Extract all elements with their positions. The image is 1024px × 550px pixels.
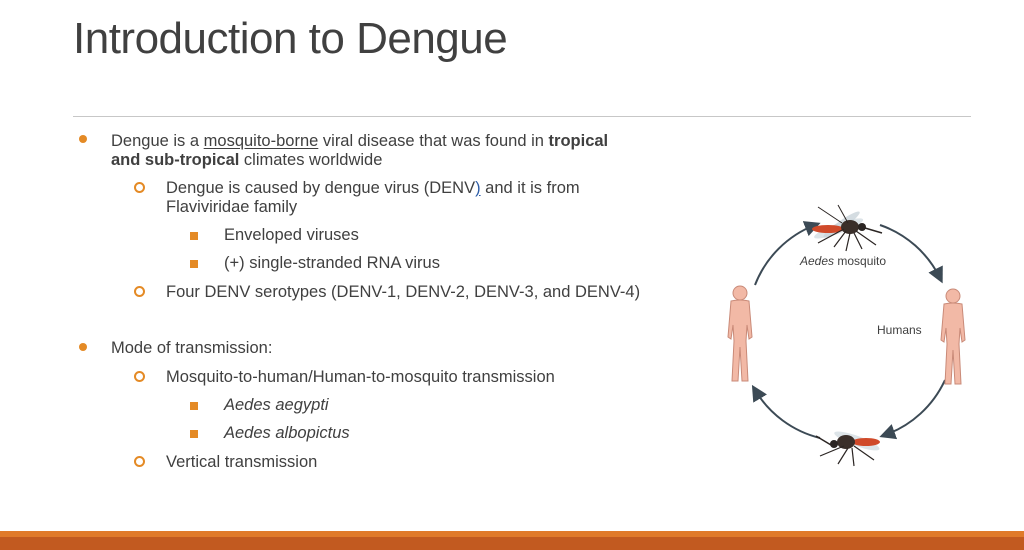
sub-bullet-item: Vertical transmission [166, 453, 318, 471]
bold-text: and sub-tropical [111, 151, 240, 169]
sub-bullet-item: Four DENV serotypes (DENV-1, DENV-2, DENV-3, and DENV-4) [166, 283, 641, 301]
underlined-text: mosquito-borne [203, 132, 319, 150]
sub-bullet-item-cont: Flaviviridae family [166, 198, 298, 216]
sub-bullet-item: Mosquito-to-human/Human-to-mosquito transmission [166, 368, 555, 386]
sub-sub-bullet-item: Aedes aegypti [224, 396, 329, 414]
bullet-item [111, 131, 608, 151]
bullet-marker [79, 343, 87, 351]
human-figure-icon [941, 289, 965, 384]
cycle-arrow [755, 390, 820, 438]
cycle-arrow [885, 380, 945, 435]
text: Dengue is a [111, 132, 204, 150]
sub-sub-bullet-marker [190, 232, 198, 240]
sub-sub-bullet-item: Aedes albopictus [224, 424, 350, 442]
mosquito-icon [812, 205, 882, 251]
sub-sub-bullet-marker [190, 402, 198, 410]
text: climates worldwide [239, 151, 383, 169]
bullet-marker [79, 135, 87, 143]
sub-bullet-item [166, 178, 580, 198]
sub-bullet-marker [134, 371, 145, 382]
sub-sub-bullet-item: Enveloped viruses [224, 226, 359, 244]
text: and it is from [480, 179, 580, 197]
human-figure-icon [728, 286, 752, 381]
mosquito-label [799, 254, 886, 268]
mosquito-icon [816, 428, 881, 466]
page-title: Introduction to Dengue [73, 14, 508, 63]
text: Dengue is caused by dengue virus (DENV [166, 179, 476, 197]
sub-sub-bullet-marker [190, 430, 198, 438]
text: viral disease that was found in [318, 132, 549, 150]
mosquito-label-rest: mosquito [834, 254, 887, 268]
footer-accent [0, 531, 1024, 537]
sub-sub-bullet-marker [190, 260, 198, 268]
cycle-arrow [880, 225, 940, 278]
link-text[interactable]: ) [475, 179, 481, 197]
bullet-item: Mode of transmission: [111, 339, 273, 357]
humans-label: Humans [877, 323, 922, 337]
sub-sub-bullet-item: (+) single-stranded RNA virus [224, 254, 440, 272]
title-divider [73, 116, 971, 117]
bullet-item-cont [111, 150, 382, 170]
sub-bullet-marker [134, 456, 145, 467]
bold-text: tropical [548, 132, 609, 150]
sub-bullet-marker [134, 286, 145, 297]
sub-bullet-marker [134, 182, 145, 193]
mosquito-label-italic: Aedes [800, 254, 835, 268]
transmission-cycle-diagram [700, 180, 1000, 480]
